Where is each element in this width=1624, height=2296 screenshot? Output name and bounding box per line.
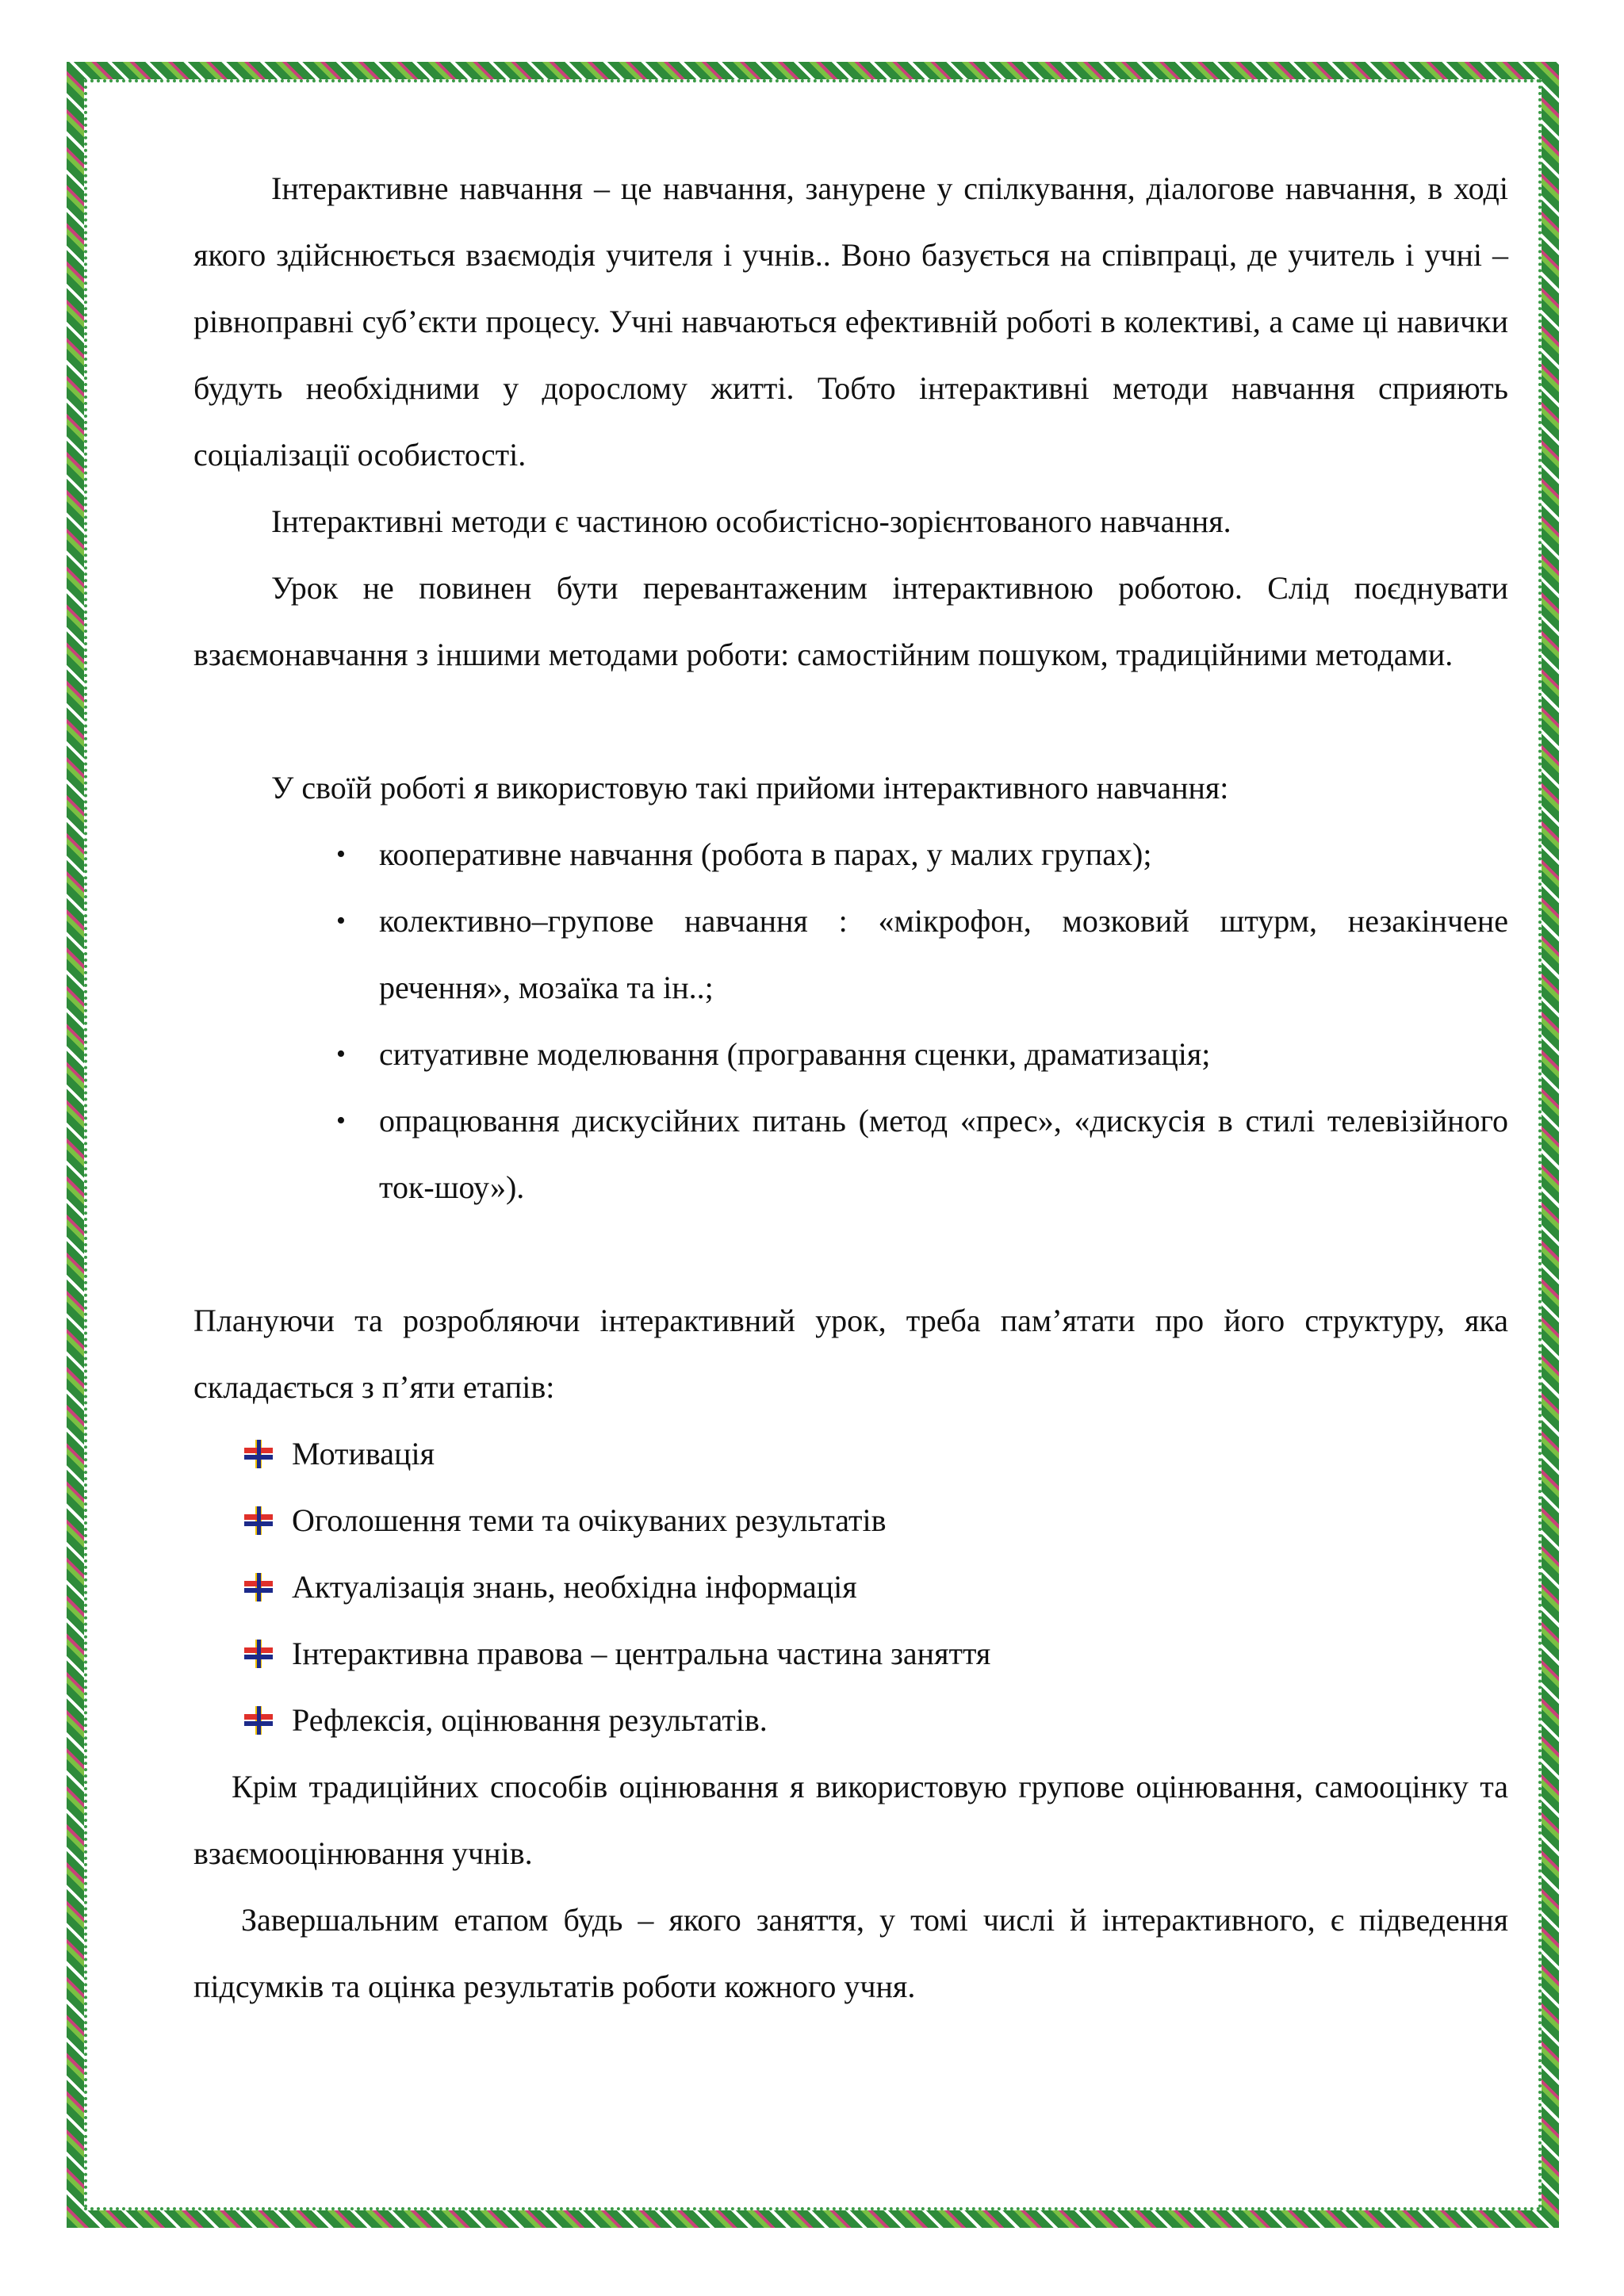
technique-text: колективно–групове навчання : «мікрофон, мозковий штурм, незакінчене речення», мозаїка та ін..; xyxy=(379,903,1508,1005)
list-item xyxy=(336,821,1508,888)
stage-text: Рефлексія, оцінювання результатів. xyxy=(292,1702,768,1738)
technique-text: опрацювання дискусійних питань (метод «прес», «дискусія в стилі телевізійного ток-шоу»). xyxy=(379,1103,1508,1205)
list-item xyxy=(292,1421,1508,1487)
bullet-dot-icon: • xyxy=(336,906,346,936)
technique-text: кооперативне навчання (робота в парах, у малих групах); xyxy=(379,836,1152,872)
paragraph-lesson-structure: Плануючи та розробляючи інтерактивний урок, треба пам’ятати про його структуру, яка складається з п’яти етапів: xyxy=(193,1303,1508,1405)
plus-cross-icon xyxy=(244,1640,273,1668)
list-item xyxy=(336,1021,1508,1088)
stage-text: Інтерактивна правова – центральна частина заняття xyxy=(292,1636,991,1671)
list-item xyxy=(336,888,1508,1021)
technique-text: ситуативне моделювання (програвання сценки, драматизація; xyxy=(379,1036,1211,1072)
bullet-dot-icon: • xyxy=(336,1039,346,1069)
techniques-list xyxy=(193,821,1508,1221)
list-item xyxy=(336,1088,1508,1221)
list-item xyxy=(292,1554,1508,1621)
plus-cross-icon xyxy=(244,1573,273,1601)
paragraph-methods-part: Інтерактивні методи є частиною особистісно-зорієнтованого навчання. xyxy=(271,503,1231,539)
plus-cross-icon xyxy=(244,1506,273,1535)
bullet-dot-icon: • xyxy=(336,840,346,869)
plus-cross-icon xyxy=(244,1440,273,1468)
paragraph-lesson-balance: Урок не повинен бути перевантаженим інтерактивною роботою. Слід поєднувати взаємонавчання з іншими методами роботи: самостійним пошуком, традиційними методами. xyxy=(193,570,1508,672)
list-item xyxy=(292,1487,1508,1554)
list-item xyxy=(292,1687,1508,1754)
stage-text: Актуалізація знань, необхідна інформація xyxy=(292,1569,857,1605)
bullet-dot-icon: • xyxy=(336,1106,346,1135)
plus-cross-icon xyxy=(244,1706,273,1735)
spacer xyxy=(193,1221,1508,1288)
stage-text: Мотивація xyxy=(292,1436,435,1471)
paragraph-interactive-definition: Інтерактивне навчання – це навчання, занурене у спілкування, діалогове навчання, в ході якого здійснюється взаємодія учителя і учнів.. Воно базується на співпраці, де учитель і учні – рівноправні суб’єкти процесу. Учні навчаються ефективній роботі в колективі, а саме ці навички будуть необхідними у дорослому житті. Тобто інтерактивні методи навчання сприяють соціалізації особистості. xyxy=(193,170,1508,473)
spacer xyxy=(193,688,1508,755)
paragraph-techniques-intro: У своїй роботі я використовую такі прийоми інтерактивного навчання: xyxy=(271,770,1229,806)
document-body xyxy=(193,155,1508,2020)
stage-text: Оголошення теми та очікуваних результатів xyxy=(292,1502,887,1538)
stages-list xyxy=(193,1421,1508,1754)
list-item xyxy=(292,1621,1508,1687)
paragraph-final-stage: Завершальним етапом будь – якого заняття, у томі числі й інтерактивного, є підведення підсумків та оцінка результатів роботи кожного учня. xyxy=(193,1902,1508,2004)
paragraph-assessment: Крім традиційних способів оцінювання я використовую групове оцінювання, самооцінку та взаємооцінювання учнів. xyxy=(193,1769,1508,1871)
